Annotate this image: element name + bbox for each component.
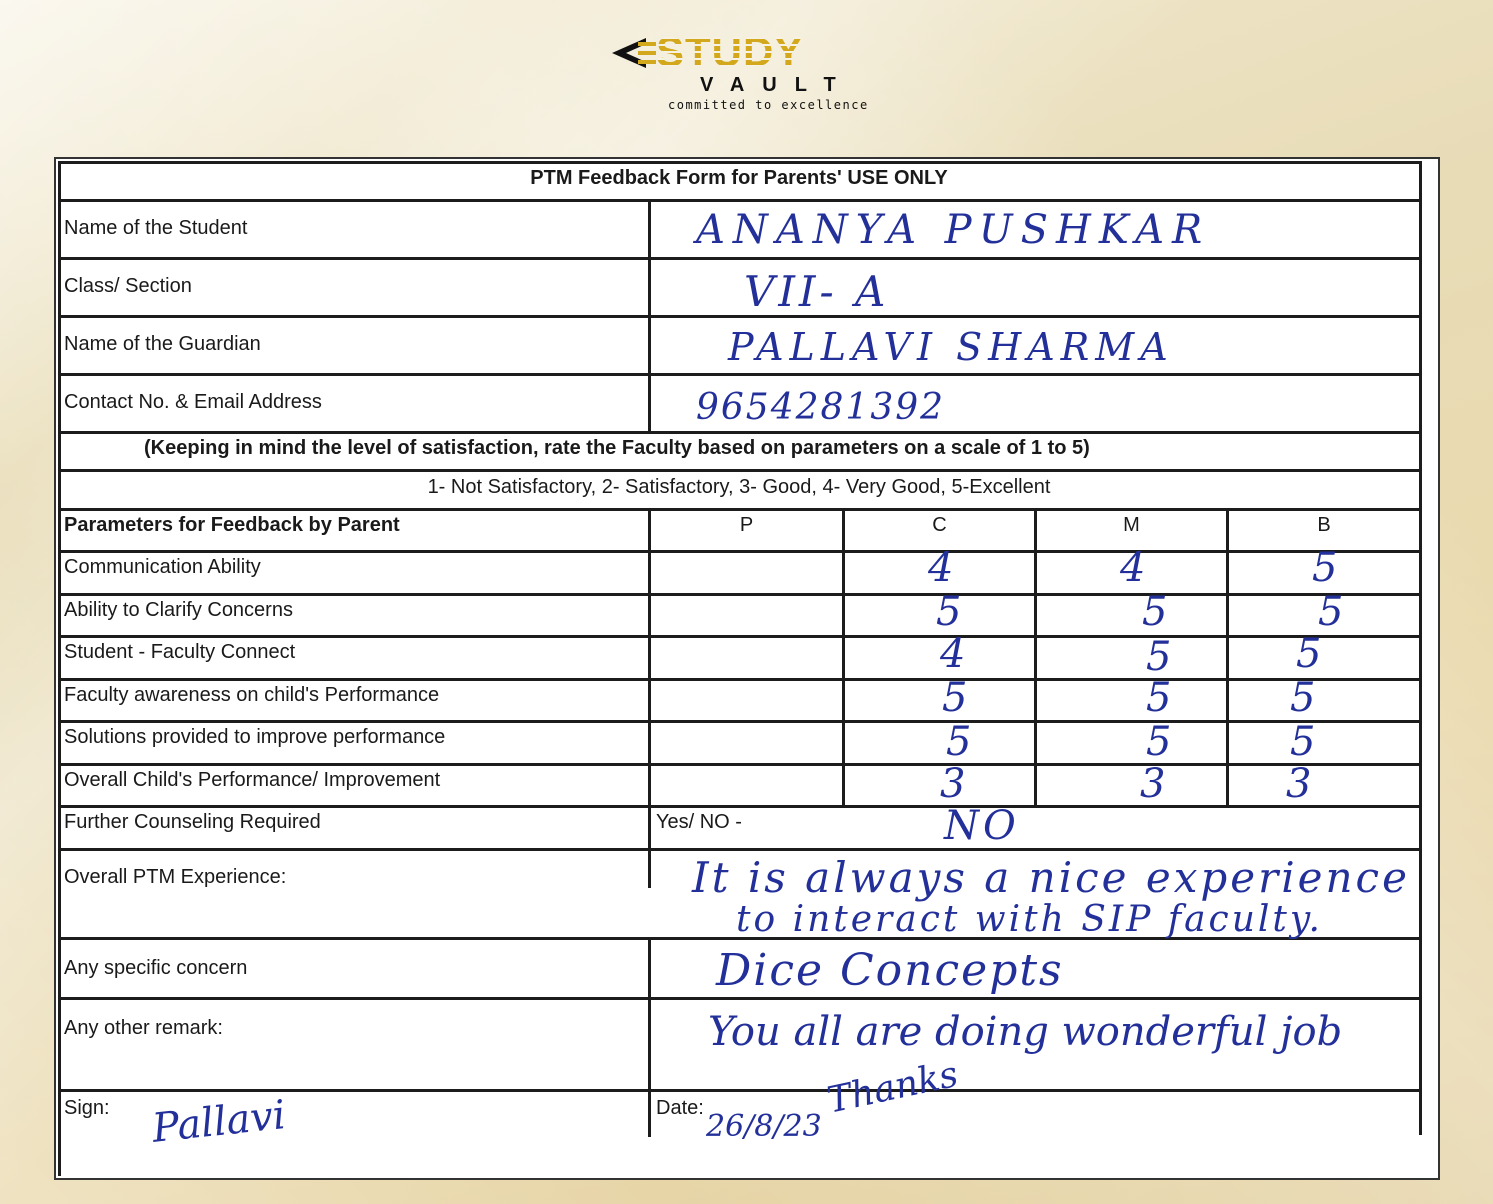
parameters-header: Parameters for Feedback by Parent xyxy=(64,514,400,536)
arrow-logo-icon xyxy=(612,38,656,68)
class-value: VII- A xyxy=(744,267,890,316)
counseling-prompt: Yes/ NO - xyxy=(656,811,742,833)
remark-label: Any other remark: xyxy=(64,1017,223,1039)
student-name-label: Name of the Student xyxy=(64,217,248,239)
experience-line1: It is always a nice experience xyxy=(692,853,1410,902)
column-header-b: B xyxy=(1317,514,1331,536)
rating-c: 5 xyxy=(942,675,968,721)
rating-c: 3 xyxy=(940,761,966,807)
rating-m: 5 xyxy=(1146,634,1172,680)
remark-value: You all are doing wonderful job xyxy=(708,1009,1343,1055)
logo-tagline: committed to excellence xyxy=(668,98,869,112)
form-title: PTM Feedback Form for Parents' USE ONLY xyxy=(530,167,948,189)
experience-label: Overall PTM Experience: xyxy=(64,866,287,888)
column-header-p: P xyxy=(739,514,754,536)
rating-m: 5 xyxy=(1146,675,1172,721)
counseling-answer: NO xyxy=(944,803,1020,849)
rating-instruction: (Keeping in mind the level of satisfaction, rate the Faculty based on parameters on a scale of 1 to 5) xyxy=(144,437,1090,459)
experience-line2: to interact with SIP faculty. xyxy=(736,899,1323,940)
rating-m: 4 xyxy=(1120,545,1146,591)
study-vault-logo xyxy=(612,30,882,118)
rating-b: 5 xyxy=(1290,719,1316,765)
guardian-value: PALLAVI SHARMA xyxy=(728,325,1174,369)
row-label: Faculty awareness on child's Performance xyxy=(64,684,440,706)
rating-m: 3 xyxy=(1140,761,1166,807)
contact-value: 9654281392 xyxy=(696,387,946,428)
feedback-form-sheet xyxy=(54,157,1440,1180)
row-label: Communication Ability xyxy=(64,556,261,578)
rating-b: 5 xyxy=(1296,631,1322,677)
guardian-signature: Pallavi xyxy=(149,1092,288,1152)
rating-m: 5 xyxy=(1142,589,1168,635)
rating-c: 4 xyxy=(940,631,966,677)
column-header-c: C xyxy=(932,514,947,536)
class-label: Class/ Section xyxy=(64,275,192,297)
concern-value: Dice Concepts xyxy=(716,945,1064,996)
rating-b: 5 xyxy=(1312,545,1338,591)
row-label: Ability to Clarify Concerns xyxy=(64,599,293,621)
rating-b: 5 xyxy=(1318,589,1344,635)
contact-label: Contact No. & Email Address xyxy=(64,391,322,413)
row-label: Student - Faculty Connect xyxy=(64,641,296,663)
remark-value-thanks: Thanks xyxy=(823,1053,962,1122)
date-value: 26/8/23 xyxy=(706,1109,822,1144)
rating-scale: 1- Not Satisfactory, 2- Satisfactory, 3- Good, 4- Very Good, 5-Excellent xyxy=(427,476,1051,498)
rating-c: 5 xyxy=(936,589,962,635)
logo-study-text: STUDY xyxy=(656,28,804,75)
logo-vault-text: VAULT xyxy=(700,74,854,96)
rating-c: 4 xyxy=(928,545,954,591)
row-label: Solutions provided to improve performance xyxy=(64,726,446,748)
rating-m: 5 xyxy=(1146,719,1172,765)
column-header-m: M xyxy=(1123,514,1140,536)
student-name-value: ANANYA PUSHKAR xyxy=(696,207,1211,253)
rating-c: 5 xyxy=(946,719,972,765)
row-label: Overall Child's Performance/ Improvement xyxy=(64,769,441,791)
rating-b: 5 xyxy=(1290,675,1316,721)
counseling-label: Further Counseling Required xyxy=(64,811,321,833)
guardian-label: Name of the Guardian xyxy=(64,333,261,355)
rating-b: 3 xyxy=(1286,761,1312,807)
concern-label: Any specific concern xyxy=(64,957,248,979)
sign-label: Sign: xyxy=(64,1097,110,1119)
date-label: Date: xyxy=(656,1097,704,1119)
